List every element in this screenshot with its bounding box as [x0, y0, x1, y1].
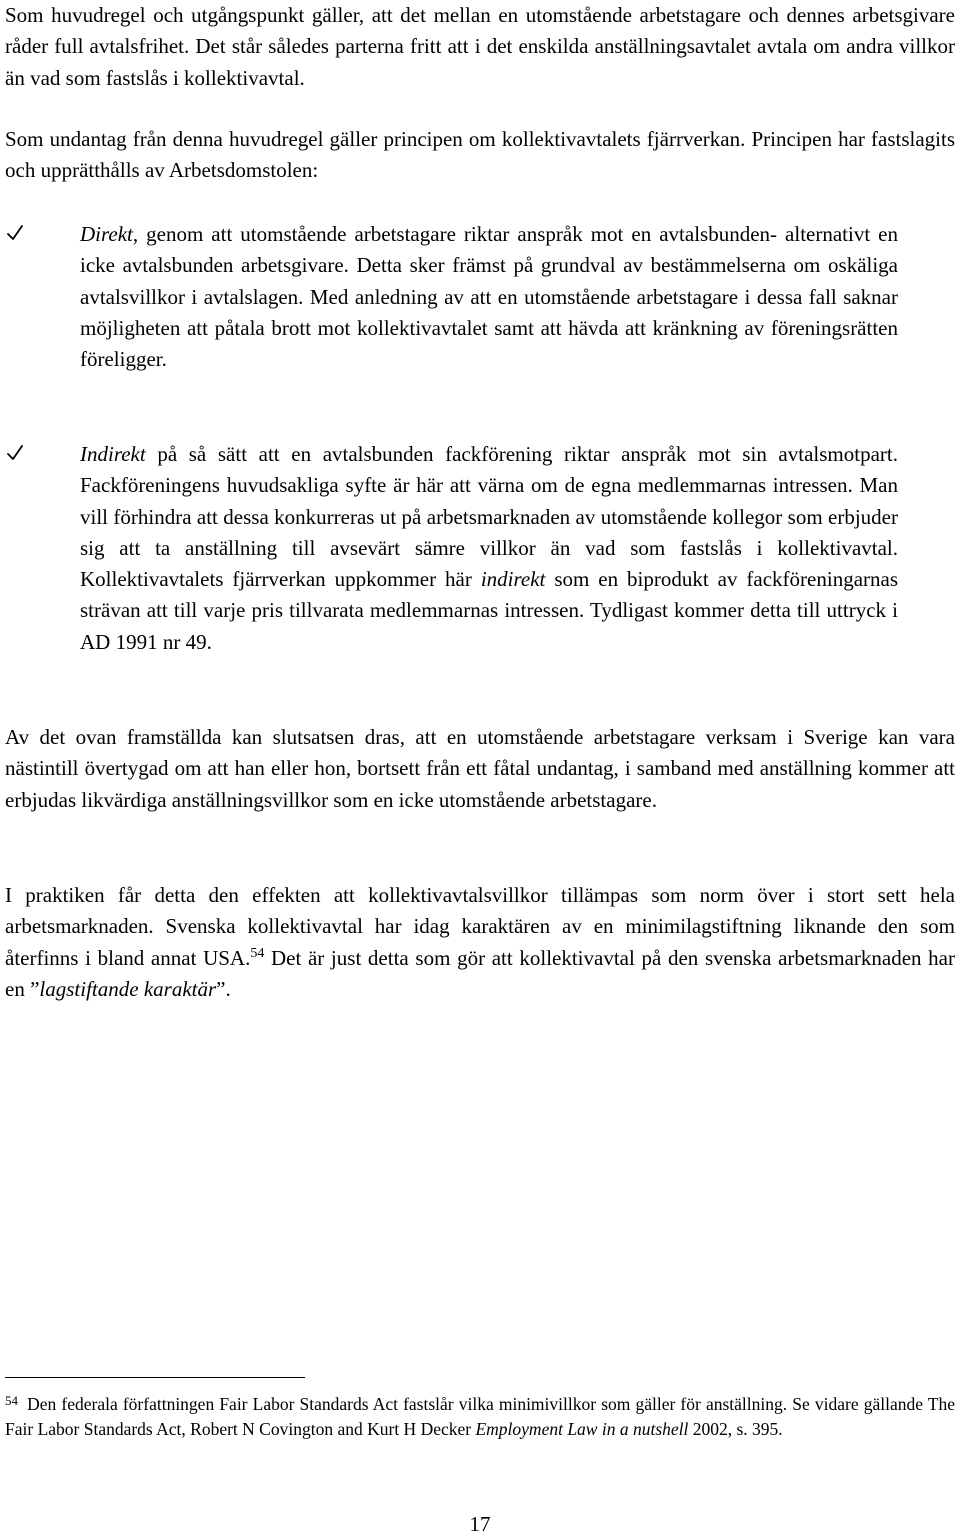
praktiken-text-b: Det är just detta som gör att kollektivavtal på den svenska arbetsmarknaden har en ”: [5, 945, 955, 1001]
footnote-text-a: Den federala författningen Fair Labor Standards Act fastslår vilka minimivillkor som gäller för anställning. Se vidare gällande The Fair Labor Standards Act, Robert N Covington and Kurt H Decker: [5, 1394, 955, 1439]
indirekt-body-a: på så sätt att en avtalsbunden fackförening riktar anspråk mot sin avtalsmotpart. Fackföreningens huvudsakliga syfte är här att värna om de egna medlemmarnas intressen. Man vill förhindra att dessa konkurreras ut på arbetsmarknaden av utomstående kollegor som erbjuder sig att ta anställning till avsevärt sämre villkor än vad som fastslås i kollektivavtal. Kollektivavtalets fjärrverkan uppkommer här: [80, 442, 898, 592]
footnote-number: 54: [5, 1393, 18, 1408]
footnote-reference[interactable]: 54: [250, 945, 265, 961]
list-item-indirekt-text: [80, 439, 898, 658]
direkt-body: , genom att utomstående arbetstagare riktar anspråk mot en avtalsbunden- alternativt en icke avtalsbunden arbetsgivare. Detta sker främst på grundval av bestämmelserna om oskäliga avtalsvillkor i avtalslagen. Med anledning av att en utomstående arbetstagare i dessa fall saknar möjligheten att påtala brott mot kollektivavtalet samt att hävda att kränkning av föreningsrätten föreligger.: [80, 222, 898, 372]
praktiken-text-c: ”.: [216, 976, 231, 1001]
footnote: [5, 1392, 955, 1442]
praktiken-italic: lagstiftande karaktär: [39, 976, 217, 1001]
list-item-direkt-text: [80, 219, 898, 375]
indirekt-body-b: som en biprodukt av fackföreningarnas strävan att till varje pris tillvarata medlemmarnas intressen. Tydligast kommer detta till uttryck i AD 1991 nr 49.: [80, 567, 898, 654]
indirekt-italic: indirekt: [480, 567, 546, 592]
footnote-italic: Employment Law in a nutshell: [475, 1419, 689, 1439]
paragraph-praktiken: [5, 880, 955, 1005]
page-number: 17: [469, 1512, 491, 1536]
praktiken-text-a: I praktiken får detta den effekten att kollektivavtalsvillkor tillämpas som norm över i stort sett hela arbetsmarknaden. Svenska kollektivavtal har idag karaktären av en minimilagstiftning liknande den som återfinns i bland annat USA.: [5, 883, 955, 970]
paragraph-fjarrverkan-intro: Som undantag från denna huvudregel gäller principen om kollektivavtalets fjärrverkan. Principen har fastslagits och upprätthålls av Arbetsdomstolen:: [5, 127, 955, 183]
direkt-lead: Direkt: [80, 222, 133, 246]
paragraph-avtalsfrihet: Som huvudregel och utgångspunkt gäller, att det mellan en utomstående arbetstagare och dennes arbetsgivare råder full avtalsfrihet. Det står således parterna fritt att i det enskilda anställningsavtalet avtala om andra villkor än vad som fastslås i kollektivavtal.: [5, 3, 955, 90]
footnote-separator: [5, 1377, 305, 1378]
checkmark-icon: [5, 443, 25, 463]
footnote-text-b: 2002, s. 395.: [688, 1419, 783, 1439]
indirekt-lead: Indirekt: [80, 442, 146, 466]
paragraph-slutsats: Av det ovan framställda kan slutsatsen dras, att en utomstående arbetstagare verksam i Sverige kan vara nästintill övertygad om att han eller hon, bortsett från ett fåtal undantag, i samband med anställning kommer att erbjudas likvärdiga anställningsvillkor som en icke utomstående arbetstagare.: [5, 725, 955, 812]
checkmark-icon: [5, 223, 25, 243]
